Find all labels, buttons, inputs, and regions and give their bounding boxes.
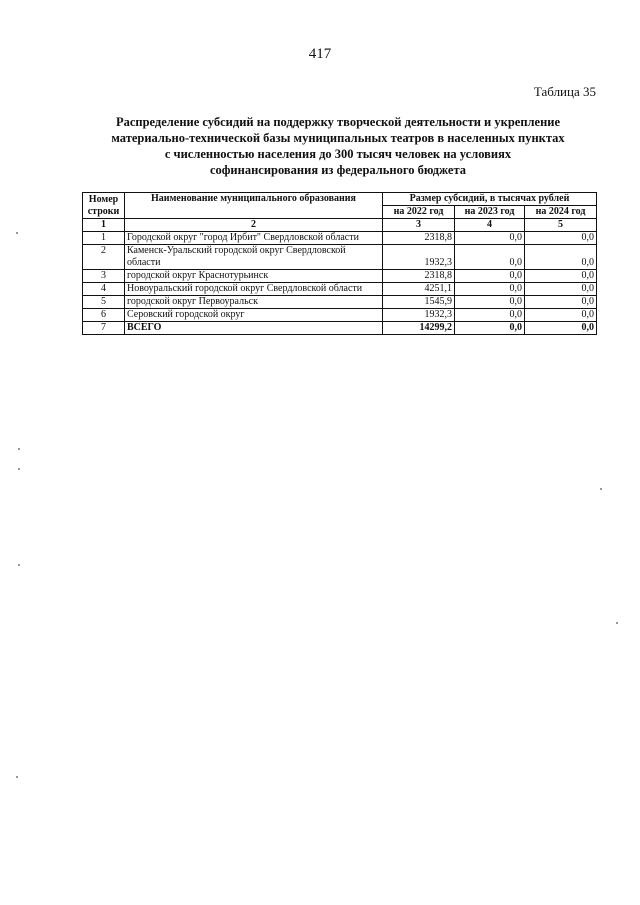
value-2022: 1545,9 (383, 296, 455, 309)
value-2022: 4251,1 (383, 283, 455, 296)
total-2024: 0,0 (525, 322, 597, 335)
row-number: 3 (83, 270, 125, 283)
value-2024: 0,0 (525, 232, 597, 245)
value-2024: 0,0 (525, 283, 597, 296)
column-index: 2 (125, 219, 383, 232)
row-number: 1 (83, 232, 125, 245)
row-number: 7 (83, 322, 125, 335)
column-index: 5 (525, 219, 597, 232)
scan-speck (616, 622, 618, 624)
value-2023: 0,0 (455, 245, 525, 270)
row-number: 4 (83, 283, 125, 296)
column-index: 4 (455, 219, 525, 232)
value-2024: 0,0 (525, 296, 597, 309)
title-line: Распределение субсидий на поддержку творческой деятельности и укрепление (115, 115, 561, 129)
municipality-name: городской округ Краснотурьинск (125, 270, 383, 283)
title-line: софинансирования из федерального бюджета (209, 163, 467, 177)
value-2023: 0,0 (455, 309, 525, 322)
scan-speck (16, 776, 18, 778)
table-row (83, 270, 597, 283)
header-year-2024: на 2024 год (525, 206, 597, 219)
scan-speck (600, 488, 602, 490)
value-2022: 1932,3 (383, 245, 455, 270)
value-2022: 2318,8 (383, 232, 455, 245)
table-row (83, 232, 597, 245)
page-number: 417 (308, 46, 332, 62)
table-row (83, 283, 597, 296)
row-number: 6 (83, 309, 125, 322)
scan-speck (18, 564, 20, 566)
title-line: с численностью населения до 300 тысяч человек на условиях (164, 147, 512, 161)
value-2022: 2318,8 (383, 270, 455, 283)
municipality-name: Новоуральский городской округ Свердловской области (125, 283, 383, 296)
municipality-name: Городской округ "город Ирбит" Свердловской области (125, 232, 383, 245)
municipality-name: городской округ Первоуральск (125, 296, 383, 309)
value-2023: 0,0 (455, 283, 525, 296)
column-index-row (83, 219, 597, 232)
table-row (83, 309, 597, 322)
table-row (83, 245, 597, 270)
total-label: ВСЕГО (125, 322, 383, 335)
title-line: материально-технической базы муниципальных театров в населенных пунктах (111, 131, 565, 145)
header-year-2023: на 2023 год (455, 206, 525, 219)
scan-speck (18, 468, 20, 470)
header-municipality-name: Наименование муниципального образования (125, 193, 383, 219)
value-2023: 0,0 (455, 232, 525, 245)
total-row (83, 322, 597, 335)
total-2022: 14299,2 (383, 322, 455, 335)
municipality-name: Каменск-Уральский городской округ Свердловской области (125, 245, 383, 270)
document-title (80, 114, 596, 178)
municipality-name: Серовский городской округ (125, 309, 383, 322)
header-row-number: Номер строки (83, 193, 125, 219)
total-2023: 0,0 (455, 322, 525, 335)
column-index: 3 (383, 219, 455, 232)
header-year-2022: на 2022 год (383, 206, 455, 219)
value-2024: 0,0 (525, 270, 597, 283)
scan-speck (18, 448, 20, 450)
value-2024: 0,0 (525, 309, 597, 322)
table-label: Таблица 35 (533, 84, 596, 99)
row-number: 5 (83, 296, 125, 309)
row-number: 2 (83, 245, 125, 270)
value-2024: 0,0 (525, 245, 597, 270)
value-2022: 1932,3 (383, 309, 455, 322)
header-subsidy-size: Размер субсидий, в тысячах рублей (383, 193, 597, 206)
table-header-row (83, 193, 597, 206)
scan-speck (16, 232, 18, 234)
table-row (83, 296, 597, 309)
value-2023: 0,0 (455, 296, 525, 309)
value-2023: 0,0 (455, 270, 525, 283)
subsidies-table (82, 192, 597, 335)
column-index: 1 (83, 219, 125, 232)
